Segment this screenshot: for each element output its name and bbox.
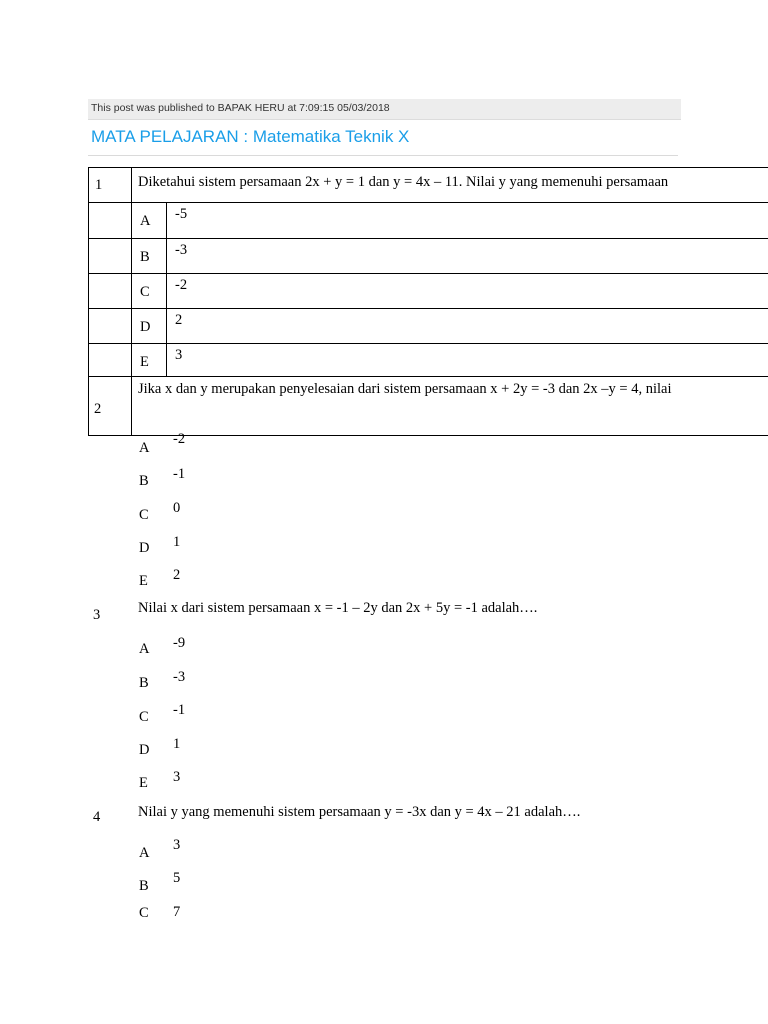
option-letter: E [140,354,149,370]
option-value: 2 [175,312,183,328]
question-text: Nilai x dari sistem persamaan x = -1 – 2y dan 2x + 5y = -1 adalah…. [138,600,538,616]
empty-cell [89,203,132,238]
option-value: 0 [173,500,181,516]
title-divider [88,155,678,156]
option-value: 3 [175,347,183,363]
option-letter: C [140,284,150,300]
option-letter: B [139,675,149,691]
option-letter: E [139,775,148,791]
option-letter: C [139,905,149,921]
option-value: 3 [173,769,181,785]
option-letter: B [140,249,150,265]
option-value: -2 [173,431,186,447]
option-letter: D [140,319,151,335]
option-value: 1 [173,736,181,752]
option-letter: D [139,742,150,758]
post-meta-text: This post was published to BAPAK HERU at 7:09:15 05/03/2018 [91,102,390,114]
option-letter: A [139,440,150,456]
option-letter: E [139,573,148,589]
option-letter: C [139,709,149,725]
question-table [88,167,768,436]
option-row [88,343,768,376]
option-letter: A [139,641,150,657]
option-value: -1 [173,466,186,482]
option-value: -1 [173,702,186,718]
option-letter: B [139,473,149,489]
option-value: -2 [175,277,188,293]
option-value: 2 [173,567,181,583]
empty-cell [89,274,132,308]
option-value: 5 [173,870,181,886]
question-number: 3 [93,607,101,623]
option-value: -9 [173,635,186,651]
option-value: -3 [173,669,186,685]
option-row [88,202,768,238]
option-row [88,273,768,308]
question-number: 1 [95,177,103,193]
option-value: 3 [173,837,181,853]
option-letter: A [140,213,151,229]
option-row [88,308,768,343]
question-number: 2 [94,401,102,417]
option-row [88,238,768,273]
question-row [88,376,768,436]
option-value: 7 [173,904,181,920]
question-text: Diketahui sistem persamaan 2x + y = 1 dan y = 4x – 11. Nilai y yang memenuhi persamaan [138,174,669,190]
option-letter: D [139,540,150,556]
empty-cell [89,344,132,376]
question-row [88,167,768,202]
question-text: Nilai y yang memenuhi sistem persamaan y = -3x dan y = 4x – 21 adalah…. [138,804,581,820]
question-number: 4 [93,809,101,825]
option-value: -3 [175,242,188,258]
option-value: 1 [173,534,181,550]
option-letter: A [139,845,150,861]
empty-cell [89,309,132,343]
post-meta-bar [88,99,681,120]
question-text: Jika x dan y merupakan penyelesaian dari sistem persamaan x + 2y = -3 dan 2x –y = 4, nilai [138,381,672,397]
option-value: -5 [175,206,188,222]
empty-cell [89,239,132,273]
option-letter: C [139,507,149,523]
page-title: MATA PELAJARAN : Matematika Teknik X [91,127,410,146]
option-letter: B [139,878,149,894]
option-letter-cell [131,344,167,376]
